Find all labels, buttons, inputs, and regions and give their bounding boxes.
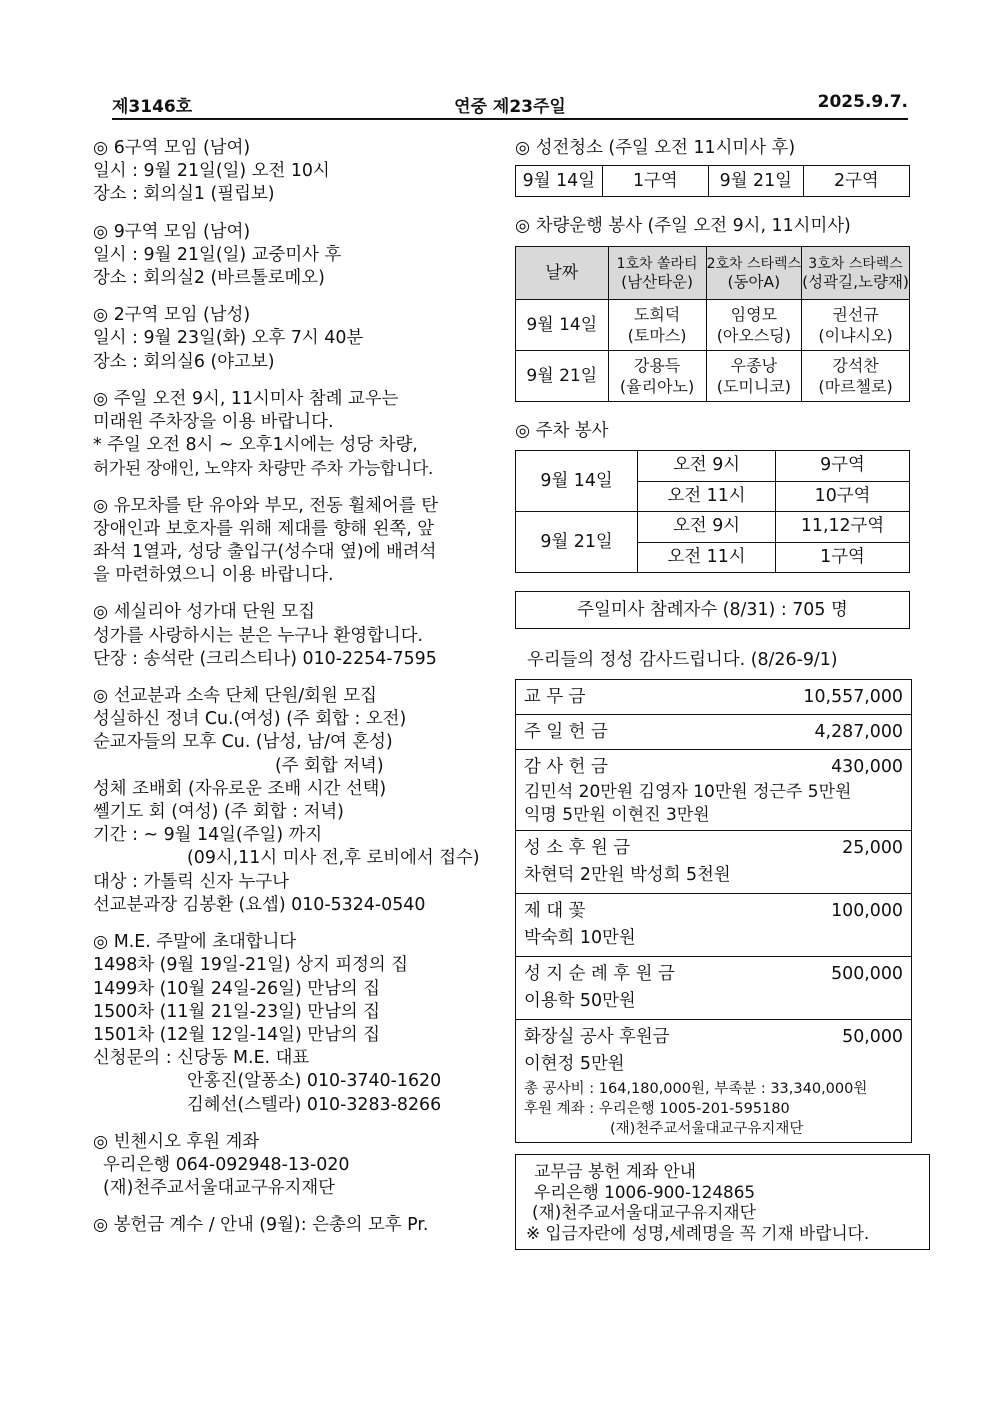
offering-label: 화장실 공사 후원금 [524,1027,670,1047]
offering-count-line: ◎ 봉헌금 계수 / 안내 (9월): 은총의 모후 Pr. [93,1215,429,1236]
zone6-meeting [93,137,493,207]
account-foundation: (재)천주교서울대교구유지재단 [532,1202,756,1222]
table-cell: 오전 11시 [638,481,776,512]
offering-row [516,680,911,715]
table-cell: 2구역 [803,166,909,197]
driver-name: 권선규 [832,305,879,324]
zone9-where: 장소 : 회의실2 (바르톨로메오) [93,268,325,289]
groups-line: (09시,11시 미사 전,후 로비에서 접수) [187,848,480,869]
attendance-box: 주일미사 참례자수 (8/31) : 705 명 [515,591,910,629]
zone2-when: 일시 : 9월 23일(화) 오후 7시 40분 [93,328,364,349]
header-line: 2호차 스타렉스 [706,256,802,272]
parking-notice [93,388,493,481]
offering-amount: 100,000 [831,901,903,921]
liturgical-week: 연중 제23주일 [454,97,566,117]
left-column [93,137,493,1252]
me-line: 1501차 (12월 12일-14일) 만남의 집 [93,1024,380,1045]
groups-line: 성실하신 정녀 Cu.(여성) (주 회합 : 오전) [93,709,407,730]
offering-donors: 이현정 5만원 [524,1054,625,1074]
parking-notice-line: 허가된 장애인, 노약자 차량만 주차 가능합니다. [93,458,434,479]
offering-amount: 430,000 [831,757,903,777]
parking-notice-line: * 주일 오전 8시 ~ 오후1시에는 성당 차량, [93,435,418,456]
zone2-where: 장소 : 회의실6 (야고보) [93,351,275,372]
stroller-notice-line: 좌석 1열과, 성당 출입구(성수대 옆)에 배려석 [93,542,437,563]
table-cell: 1구역 [776,542,910,573]
cleaning-table [515,165,910,197]
vehicle-table [515,246,910,402]
header-cell: 날짜 [516,247,609,300]
zone9-when: 일시 : 9월 21일(일) 교중미사 후 [93,244,342,265]
mission-groups-recruit [93,685,493,917]
zone9-title: ◎ 9구역 모임 (남여) [93,221,251,242]
table-cell [608,300,706,351]
driver-baptismal-name: (마르첼로) [818,377,893,396]
me-contact: 김혜선(스텔라) 010-3283-8266 [187,1094,442,1115]
zone6-when: 일시 : 9월 21일(일) 오전 10시 [93,161,330,182]
offering-amount: 4,287,000 [814,722,903,742]
vincent-account [93,1131,493,1201]
table-header-row [516,247,910,300]
stroller-notice-line: ◎ 유모차를 탄 유아와 부모, 전동 휠체어를 탄 [93,495,438,516]
offering-row [516,1020,911,1142]
zone6-title: ◎ 6구역 모임 (남여) [93,138,251,158]
header-line: 1호차 쏠라티 [616,256,698,272]
table-row [516,351,910,402]
table-row [516,300,910,351]
parking-notice-line: ◎ 주일 오전 9시, 11시미사 참례 교우는 [93,388,399,409]
table-cell: 1구역 [602,166,708,197]
driver-baptismal-name: (토마스) [627,326,687,345]
table-cell: 9월 14일 [516,451,638,512]
table-cell: 9월 21일 [516,351,609,402]
offering-amount: 10,557,000 [803,687,903,707]
offering-amount: 50,000 [842,1027,903,1047]
vincent-line: (재)천주교서울대교구유지재단 [103,1178,335,1199]
me-weekend [93,931,493,1117]
me-line: 1499차 (10월 24일-26일) 만남의 집 [93,978,380,999]
tithe-account-box [515,1154,930,1250]
vincent-line: 우리은행 064-092948-13-020 [103,1154,350,1175]
header-cell [706,247,802,300]
bulletin-header [112,92,908,120]
offering-label: 감 사 헌 금 [524,757,608,777]
offering-donors: 차현덕 2만원 박성희 5천원 [524,865,731,885]
right-column [515,137,911,1250]
zone2-meeting [93,304,493,374]
groups-line: 성체 조배회 (자유로운 조배 시간 선택) [93,778,387,799]
table-cell: 오전 11시 [638,542,776,573]
table-row [516,451,910,482]
me-line: 신청문의 : 신당동 M.E. 대표 [93,1048,310,1069]
offering-donors: 김민석 20만원 김영자 10만원 정근주 5만원 [524,782,852,802]
table-cell [706,300,802,351]
table-cell: 9월 14일 [516,300,609,351]
issue-number: 제3146호 [112,97,193,117]
driver-baptismal-name: (이냐시오) [818,326,893,345]
zone2-title: ◎ 2구역 모임 (남성) [93,305,251,326]
table-cell: 11,12구역 [776,512,910,543]
me-title: ◎ M.E. 주말에 초대합니다 [93,932,297,953]
table-cell: 10구역 [776,481,910,512]
driver-name: 도희덕 [633,305,681,324]
driver-name: 강용득 [633,356,681,375]
choir-line: ◎ 세실리아 성가대 단원 모집 [93,602,316,623]
table-cell [802,300,910,351]
table-cell: 9월 21일 [709,166,804,197]
offering-title: 우리들의 정성 감사드립니다. (8/26-9/1) [527,650,838,670]
table-cell: 오전 9시 [638,451,776,482]
stroller-notice-line: 을 마련하였으니 이용 바랍니다. [93,565,334,586]
offering-label: 주 일 헌 금 [524,722,608,742]
header-cell [608,247,706,300]
table-row [516,166,910,197]
groups-period: 기간 : ~ 9월 14일(주일) 까지 [93,825,323,846]
choir-line: 성가를 사랑하시는 분은 누구나 환영합니다. [93,625,424,646]
parking-table [515,450,910,573]
offering-row [516,715,911,750]
issue-date: 2025.9.7. [817,92,908,112]
offering-row [516,750,911,831]
table-cell: 9월 21일 [516,512,638,573]
driver-name: 우종낭 [730,356,778,375]
choir-recruit [93,601,493,671]
driver-baptismal-name: (도미니코) [716,377,791,396]
account-title: 교무금 봉헌 계좌 안내 [534,1161,696,1181]
construction-total: 총 공사비 : 164,180,000원, 부족분 : 33,340,000원 [524,1081,868,1097]
offering-donors: 이용학 50만원 [524,991,636,1011]
table-cell [608,351,706,402]
vincent-title: ◎ 빈첸시오 후원 계좌 [93,1131,260,1152]
me-line: 1498차 (9월 19일-21일) 상지 피정의 집 [93,955,409,976]
header-line: (성곽길,노량재) [802,273,909,291]
offering-label: 성 지 순 례 후 원 금 [524,964,675,984]
parking-title: ◎ 주차 봉사 [515,421,609,441]
table-cell: 9월 14일 [516,166,603,197]
table-cell [802,351,910,402]
table-cell [706,351,802,402]
account-number: 우리은행 1006-900-124865 [534,1181,756,1202]
table-cell: 9구역 [776,451,910,482]
stroller-notice [93,495,493,588]
cleaning-title: ◎ 성전청소 (주일 오전 11시미사 후) [515,138,796,158]
table-row [516,512,910,543]
account-note: ※ 입금자란에 성명,세례명을 꼭 기재 바랍니다. [526,1222,870,1243]
groups-line: (주 회합 저녁) [275,755,384,776]
me-contact: 안홍진(알퐁소) 010-3740-1620 [187,1071,442,1092]
vehicle-title: ◎ 차량운행 봉사 (주일 오전 9시, 11시미사) [515,216,851,236]
zone9-meeting [93,221,493,291]
driver-baptismal-name: (아오스딩) [716,326,791,345]
groups-line: 쎌기도 회 (여성) (주 회합 : 저녁) [93,802,344,823]
parking-notice-line: 미래원 주차장을 이용 바랍니다. [93,412,334,433]
driver-name: 임영모 [730,305,778,324]
offering-table [515,679,912,1143]
zone6-where: 장소 : 회의실1 (필립보) [93,184,275,205]
table-cell: 오전 9시 [638,512,776,543]
offering-label: 교 무 금 [524,687,586,707]
driver-baptismal-name: (율리아노) [619,377,695,396]
construction-account: 후원 계좌 : 우리은행 1005-201-595180 [524,1101,790,1117]
construction-foundation: (재)천주교서울대교구유지재단 [610,1121,804,1137]
offering-count [93,1214,493,1237]
groups-line: 대상 : 가톨릭 신자 누구나 [93,871,289,892]
offering-row [516,831,911,894]
groups-line: 순교자들의 모후 Cu. (남성, 남/여 혼성) [93,732,393,753]
groups-contact: 선교분과장 김봉환 (요셉) 010-5324-0540 [93,894,426,915]
driver-name: 강석찬 [832,356,879,375]
header-line: 3호차 스타렉스 [808,256,903,272]
me-line: 1500차 (11월 21일-23일) 만남의 집 [93,1001,380,1022]
header-line: (동아A) [727,273,781,291]
header-line: (남산타운) [621,273,694,291]
offering-donors: 익명 5만원 이현진 3만원 [524,805,710,825]
offering-label: 성 소 후 원 금 [524,838,631,858]
offering-donors: 박숙희 10만원 [524,928,636,948]
offering-row [516,957,911,1020]
header-cell [802,247,910,300]
groups-title: ◎ 선교분과 소속 단체 단원/회원 모집 [93,686,377,707]
stroller-notice-line: 장애인과 보호자를 위해 제대를 향해 왼쪽, 앞 [93,518,435,539]
offering-amount: 500,000 [831,964,903,984]
offering-row [516,894,911,957]
offering-amount: 25,000 [842,838,903,858]
choir-line: 단장 : 송석란 (크리스티나) 010-2254-7595 [93,648,437,669]
offering-label: 제 대 꽃 [524,901,586,921]
